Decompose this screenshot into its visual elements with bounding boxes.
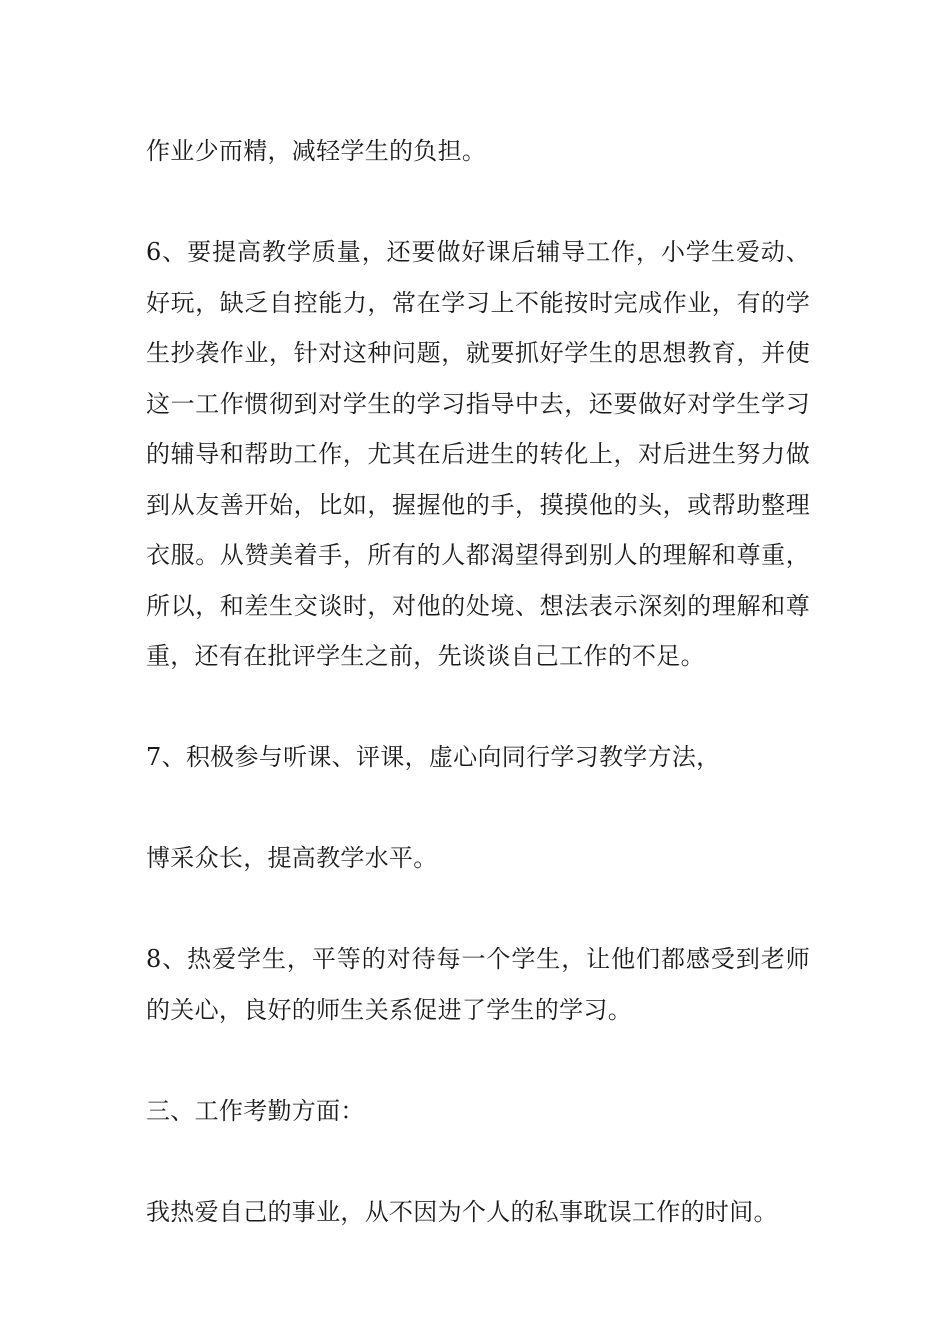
paragraph-item-7: 7、积极参与听课、评课，虚心向同行学习教学方法， bbox=[146, 743, 721, 771]
paragraph-gap bbox=[146, 884, 810, 935]
paragraph-gap bbox=[146, 1136, 810, 1187]
document-page bbox=[146, 126, 810, 1237]
paragraph-item-8: 8、热爱学生，平等的对待每一个学生，让他们都感受到老师的关心，良好的师生关系促进了学生的学习。 bbox=[146, 945, 810, 1024]
paragraph-item-6: 6、要提高教学质量，还要做好课后辅导工作，小学生爱动、好玩，缺乏自控能力，常在学习上不能按时完成作业，有的学生抄袭作业，针对这种问题，就要抓好学生的思想教育，并使这一工作惯彻到对学生的学习指导中去，还要做好对学生学习的辅导和帮助工作，尤其在后进生的转化上，对后进生努力做到从友善开始，比如，握握他的手，摸摸他的头，或帮助整理衣服。从赞美着手，所有的人都渴望得到别人的理解和尊重，所以，和差生交谈时，对他的处境、想法表示深刻的理解和尊重，还有在批评学生之前，先谈谈自己工作的不足。 bbox=[146, 238, 810, 670]
paragraph-gap bbox=[146, 177, 810, 228]
paragraph-gap bbox=[146, 783, 810, 834]
paragraph-attendance: 我热爱自己的事业，从不因为个人的私事耽误工作的时间。 bbox=[146, 1197, 778, 1226]
paragraph-gap bbox=[146, 682, 810, 733]
paragraph-homework: 作业少而精，减轻学生的负担。 bbox=[146, 137, 487, 165]
paragraph-gap bbox=[146, 1035, 810, 1086]
paragraph-item-7-continued: 博采众长，提高教学水平。 bbox=[146, 844, 438, 872]
section-heading-attendance: 三、工作考勤方面： bbox=[146, 1096, 365, 1125]
